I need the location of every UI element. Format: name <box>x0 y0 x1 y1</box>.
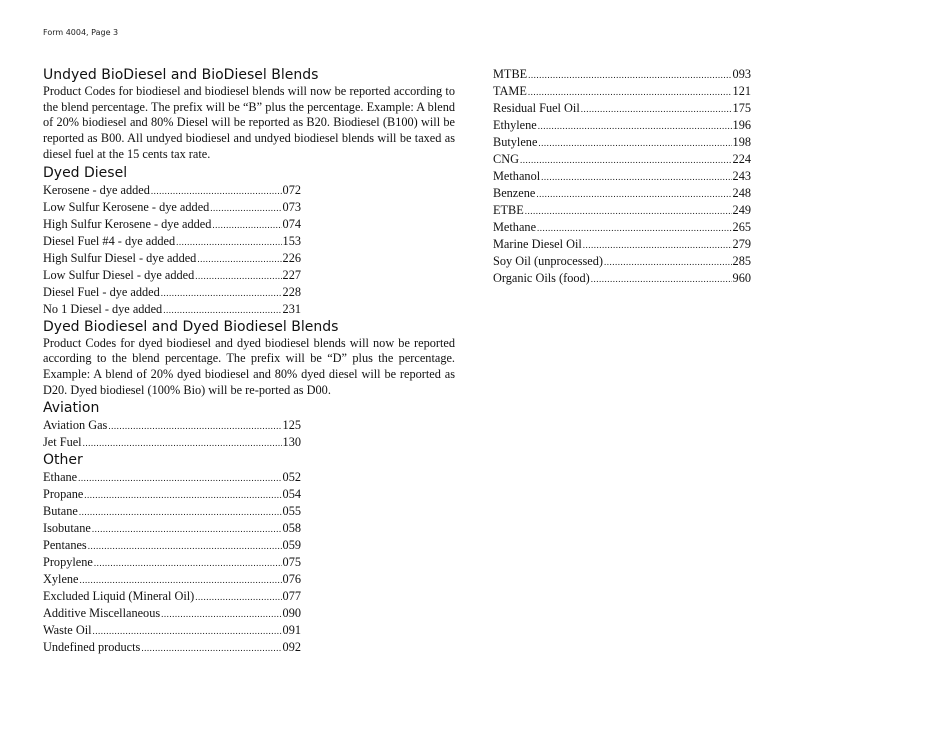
other-title: Other <box>43 452 83 469</box>
product-label: Methanol <box>493 169 541 183</box>
product-code: 077 <box>282 589 301 604</box>
dyed-biodiesel-section <box>43 318 455 399</box>
product-code: 196 <box>732 118 751 132</box>
product-code-row <box>43 434 301 451</box>
dot-leader <box>583 237 732 254</box>
product-code: 228 <box>282 284 301 299</box>
aviation-section <box>43 399 455 451</box>
product-label: MTBE <box>493 67 528 81</box>
product-label: Propane <box>43 487 84 502</box>
other-list <box>43 469 301 656</box>
dot-leader <box>195 268 281 285</box>
product-code: 093 <box>732 67 751 81</box>
product-code: 243 <box>732 169 751 183</box>
product-code-row <box>493 219 751 236</box>
product-code: 231 <box>282 301 301 316</box>
left-column <box>43 66 455 656</box>
product-label: Xylene <box>43 572 79 587</box>
product-code-row <box>43 503 301 520</box>
product-label: Methane <box>493 220 537 234</box>
product-code-row <box>43 301 301 318</box>
product-code-row <box>43 486 301 503</box>
dot-leader <box>92 521 282 538</box>
product-label: Soy Oil (unprocessed) <box>493 254 603 268</box>
product-label: Undefined products <box>43 640 141 655</box>
dot-leader <box>161 285 282 302</box>
product-code-row <box>493 236 751 253</box>
product-code-row <box>43 605 301 622</box>
product-code: 073 <box>282 199 301 214</box>
dyed-biodiesel-title: Dyed Biodiesel and Dyed Biodiesel Blends <box>43 318 339 335</box>
dot-leader <box>84 487 281 504</box>
dot-leader <box>536 186 731 203</box>
product-code: 092 <box>282 640 301 655</box>
dot-leader <box>520 152 732 169</box>
dyed-diesel-list <box>43 182 301 318</box>
product-label: Organic Oils (food) <box>493 271 590 285</box>
product-code: 960 <box>732 271 751 285</box>
dot-leader <box>78 470 281 487</box>
dot-leader <box>79 504 282 521</box>
dot-leader <box>163 302 281 319</box>
product-code-row <box>43 417 301 434</box>
product-code-row <box>493 117 751 134</box>
product-label: Ethylene <box>493 118 537 132</box>
product-code-row <box>493 100 751 117</box>
dot-leader <box>591 271 732 288</box>
product-code: 198 <box>732 135 751 149</box>
dot-leader <box>604 254 732 271</box>
dot-leader <box>525 203 732 220</box>
product-code-row <box>43 520 301 537</box>
product-code: 055 <box>282 504 301 519</box>
product-code: 226 <box>282 250 301 265</box>
product-code: 175 <box>732 101 751 115</box>
product-code-row <box>43 199 301 216</box>
product-code-row <box>43 267 301 284</box>
product-label: CNG <box>493 152 519 166</box>
undyed-biodiesel-title: Undyed BioDiesel and BioDiesel Blends <box>43 67 319 83</box>
product-code-row <box>43 537 301 554</box>
product-label: High Sulfur Diesel - dye added <box>43 250 197 265</box>
undyed-biodiesel-section <box>43 66 455 163</box>
product-label: Ethane <box>43 470 78 485</box>
product-code: 249 <box>732 203 751 217</box>
product-code-row <box>493 66 751 83</box>
product-code-row <box>43 284 301 301</box>
product-code: 265 <box>732 220 751 234</box>
dyed-diesel-section <box>43 164 455 318</box>
product-code: 072 <box>282 182 301 197</box>
product-code: 076 <box>282 572 301 587</box>
product-code: 130 <box>282 435 301 450</box>
product-code: 052 <box>282 470 301 485</box>
aviation-title: Aviation <box>43 400 100 417</box>
product-code-row <box>43 588 301 605</box>
product-code: 153 <box>282 233 301 248</box>
product-label: Diesel Fuel - dye added <box>43 284 160 299</box>
product-code-row <box>43 639 301 656</box>
product-code: 058 <box>282 521 301 536</box>
dot-leader <box>537 220 732 237</box>
form-page-header: Form 4004, Page 3 <box>43 28 119 37</box>
product-code-row <box>493 134 751 151</box>
product-code-row <box>493 83 751 100</box>
product-code-row <box>43 571 301 588</box>
dot-leader <box>161 606 281 623</box>
dot-leader <box>80 572 282 589</box>
dyed-biodiesel-text: Product Codes for dyed biodiesel and dyed biodiesel blends will now be reported according to the blend percentage. The prefix will be “D” plus the percentage. Example: A blend of 20% dyed biodiesel and 80% dyed diesel will be reported as D20. Dyed biodiesel (100% Bio) will be re-ported as D00. <box>43 335 455 397</box>
product-label: TAME <box>493 84 527 98</box>
product-code-row <box>493 202 751 219</box>
product-code-row <box>43 182 301 199</box>
product-label: Low Sulfur Kerosene - dye added <box>43 199 210 214</box>
undyed-biodiesel-text: Product Codes for biodiesel and biodiesel blends will now be reported according to the blend percentage. The prefix will be “B” plus the percentage. Example: A blend of 20% biodiesel and 80% Diesel will be reported as B20. Biodiesel (B100) will be reported as B00. All undyed biodiesel and undyed biodiesel blends will be taxed as diesel fuel at the 15 cents tax rate. <box>43 84 455 161</box>
product-label: Diesel Fuel #4 - dye added <box>43 233 176 248</box>
dot-leader <box>541 169 731 186</box>
product-code: 121 <box>732 84 751 98</box>
product-code: 248 <box>732 186 751 200</box>
product-label: ETBE <box>493 203 524 217</box>
product-code: 227 <box>282 267 301 282</box>
dot-leader <box>83 435 282 452</box>
other-section <box>43 451 455 656</box>
dot-leader <box>197 251 281 268</box>
product-label: Residual Fuel Oil <box>493 101 580 115</box>
dot-leader <box>88 538 282 555</box>
product-code-row <box>493 168 751 185</box>
aviation-list <box>43 417 301 451</box>
product-code-row <box>43 250 301 267</box>
product-label: Aviation Gas <box>43 418 108 433</box>
product-label: Marine Diesel Oil <box>493 237 582 251</box>
product-label: Pentanes <box>43 538 87 553</box>
product-code: 054 <box>282 487 301 502</box>
dot-leader <box>93 623 282 640</box>
product-code: 091 <box>282 623 301 638</box>
product-label: Butane <box>43 504 78 519</box>
dot-leader <box>176 234 281 251</box>
dot-leader <box>538 118 732 135</box>
dot-leader <box>195 589 281 606</box>
product-label: Excluded Liquid (Mineral Oil) <box>43 589 195 604</box>
product-code-row <box>493 185 751 202</box>
dot-leader <box>141 640 281 657</box>
right-column <box>493 66 751 287</box>
product-code: 279 <box>732 237 751 251</box>
product-label: Butylene <box>493 135 538 149</box>
product-code: 285 <box>732 254 751 268</box>
dyed-diesel-title: Dyed Diesel <box>43 164 128 181</box>
product-label: Isobutane <box>43 521 91 536</box>
other-continued-list <box>493 66 751 287</box>
product-label: Low Sulfur Diesel - dye added <box>43 267 195 282</box>
product-code: 224 <box>732 152 751 166</box>
product-code-row <box>493 151 751 168</box>
dot-leader <box>151 183 282 200</box>
product-code-row <box>43 216 301 233</box>
product-code-row <box>43 233 301 250</box>
product-code: 075 <box>282 555 301 570</box>
product-label: Waste Oil <box>43 623 92 638</box>
product-code: 074 <box>282 216 301 231</box>
product-code-row <box>43 622 301 639</box>
dot-leader <box>528 67 731 84</box>
dot-leader <box>94 555 282 572</box>
product-code-row <box>493 253 751 270</box>
dot-leader <box>108 418 281 435</box>
dot-leader <box>528 84 732 101</box>
dot-leader <box>581 101 732 118</box>
product-label: Benzene <box>493 186 536 200</box>
product-code-row <box>43 469 301 486</box>
product-label: No 1 Diesel - dye added <box>43 301 163 316</box>
product-code: 059 <box>282 538 301 553</box>
dot-leader <box>210 200 281 217</box>
product-label: Additive Miscellaneous <box>43 606 161 621</box>
product-label: Jet Fuel <box>43 435 82 450</box>
dot-leader <box>538 135 731 152</box>
product-label: Kerosene - dye added <box>43 182 150 197</box>
product-code-row <box>493 270 751 287</box>
product-code: 125 <box>282 418 301 433</box>
product-code-row <box>43 554 301 571</box>
product-code: 090 <box>282 606 301 621</box>
product-label: Propylene <box>43 555 93 570</box>
product-label: High Sulfur Kerosene - dye added <box>43 216 212 231</box>
dot-leader <box>212 217 281 234</box>
